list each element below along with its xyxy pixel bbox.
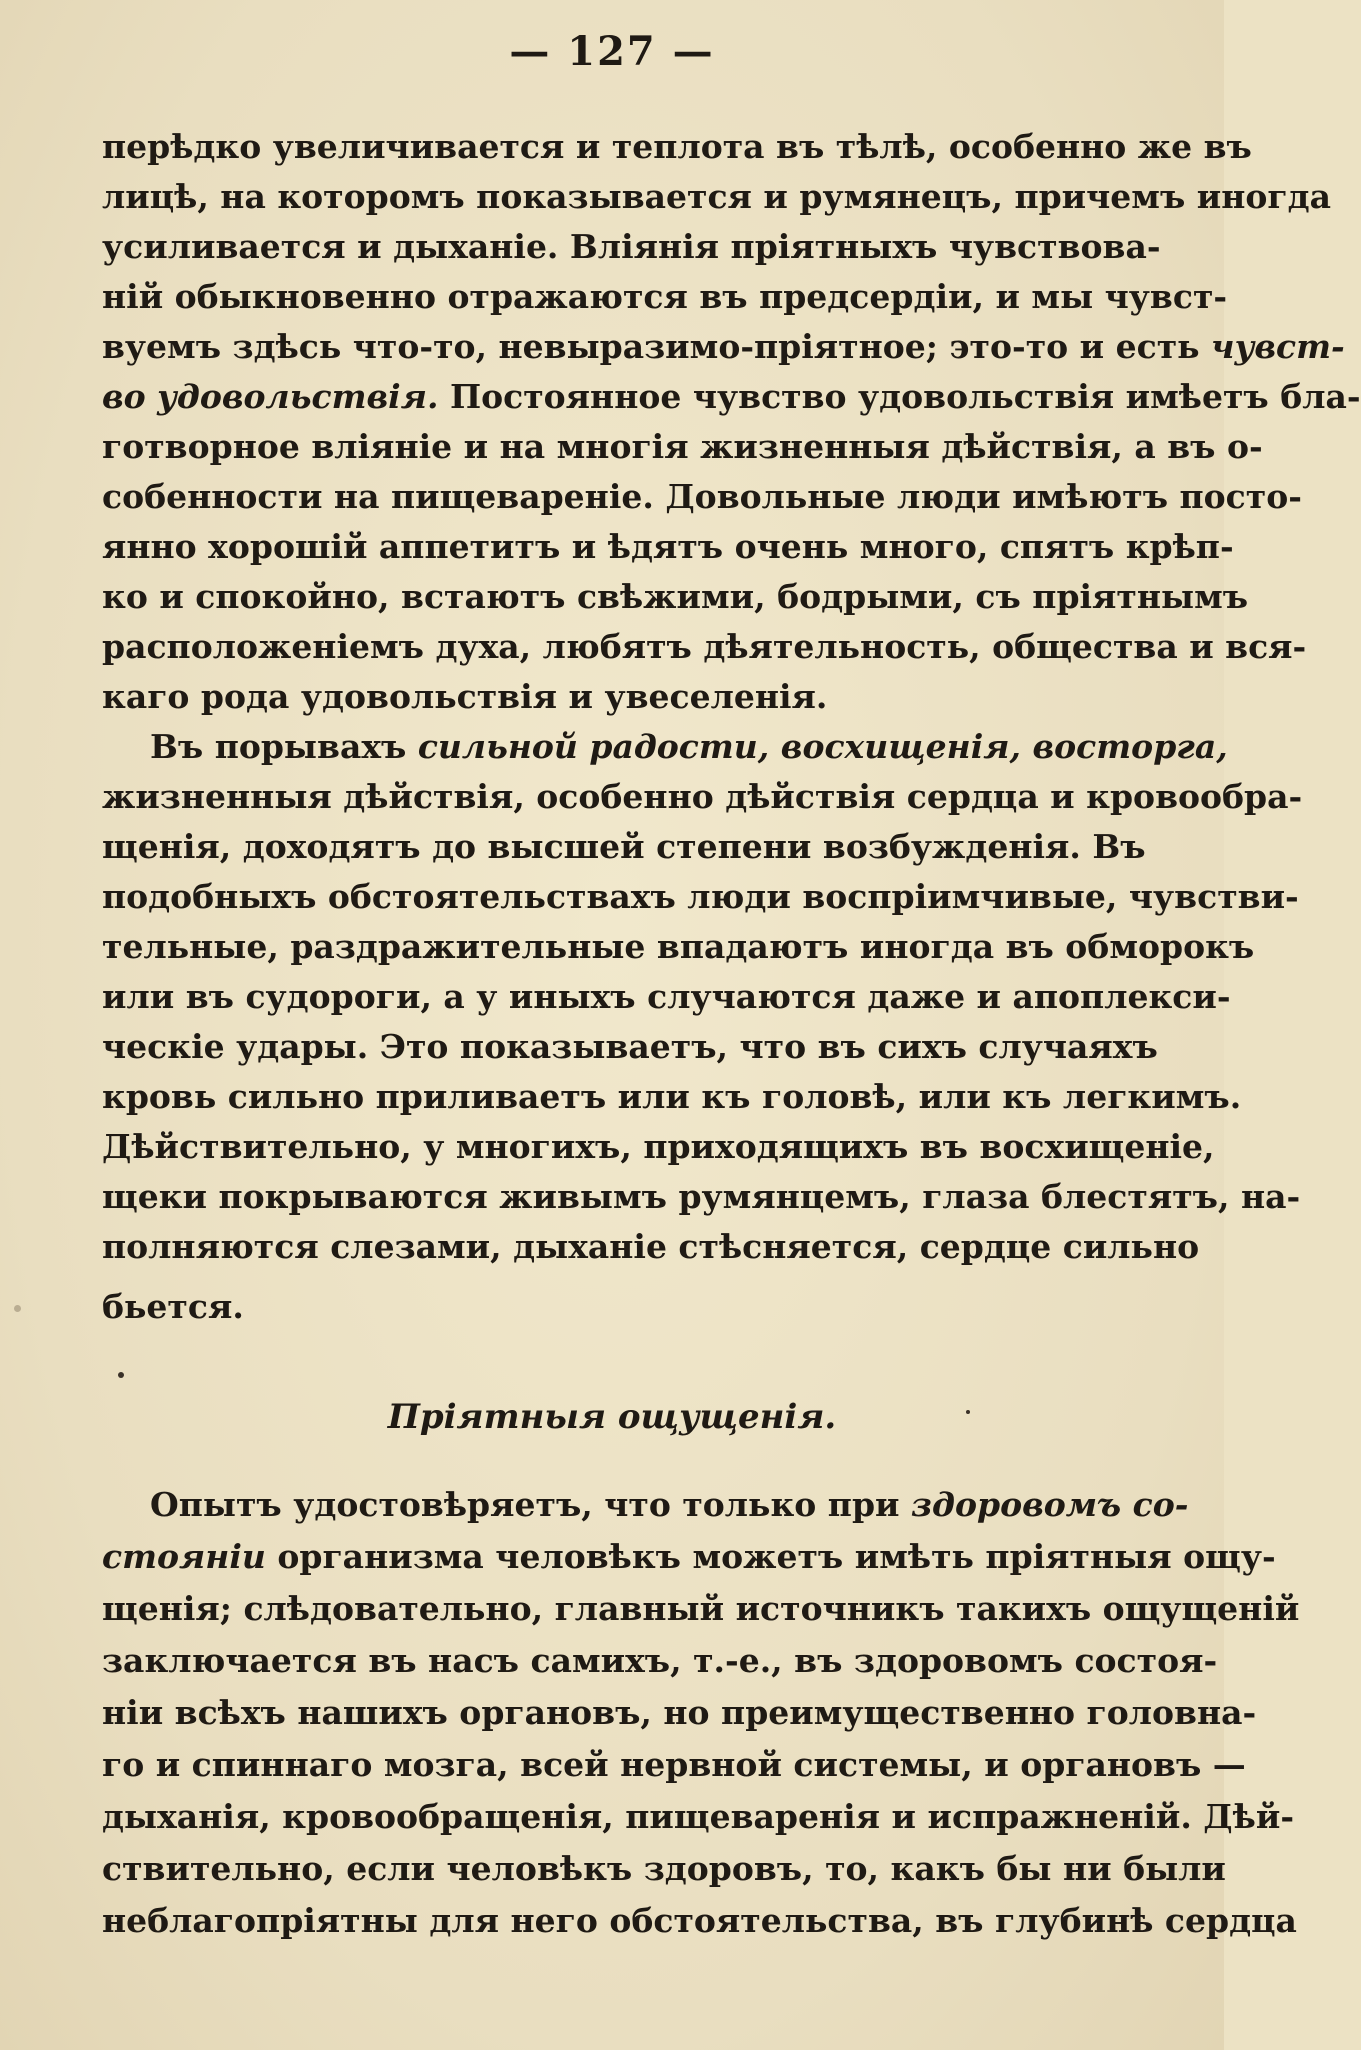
text-line: или въ судороги, а у иныхъ случаются даже и апоплекси- bbox=[102, 977, 1231, 1016]
text-span: вуемъ здѣсь что-то, невыразимо-пріятное; это-то и есть bbox=[102, 327, 1200, 366]
italic-term: во удовольствія. bbox=[102, 377, 439, 416]
text-line: собенности на пищевареніе. Довольные люди имѣютъ посто- bbox=[102, 477, 1302, 516]
italic-term: стояніи bbox=[102, 1537, 266, 1576]
page-number: — 127 — bbox=[509, 28, 715, 75]
text-line: щенія, доходятъ до высшей степени возбужденія. Въ bbox=[102, 827, 1146, 866]
text-line: щеки покрываются живымъ румянцемъ, глаза блестятъ, на- bbox=[102, 1177, 1301, 1216]
text-line: тельные, раздражительные впадаютъ иногда въ обморокъ bbox=[102, 927, 1255, 966]
text-line: подобныхъ обстоятельствахъ люди воспріимчивые, чувстви- bbox=[102, 877, 1299, 916]
text-line: ческіе удары. Это показываетъ, что въ сихъ случаяхъ bbox=[102, 1027, 1158, 1066]
text-line: готворное вліяніе и на многія жизненныя дѣйствія, а въ о- bbox=[102, 427, 1263, 466]
text-line: перѣдко увеличивается и теплота въ тѣлѣ, особенно же въ bbox=[102, 127, 1252, 166]
text-line: щенія; слѣдовательно, главный источникъ такихъ ощущеній bbox=[102, 1589, 1300, 1628]
text-line: ніи всѣхъ нашихъ органовъ, но преимущественно головна- bbox=[102, 1693, 1257, 1732]
text-line: бьется. bbox=[102, 1287, 244, 1326]
text-line: заключается въ насъ самихъ, т.-е., въ здоровомъ состоя- bbox=[102, 1641, 1218, 1680]
text-line bbox=[150, 1475, 1189, 1535]
text-line: го и спиннаго мозга, всей нервной системы, и органовъ — bbox=[102, 1745, 1246, 1784]
text-line: полняются слезами, дыханіе стѣсняется, сердце сильно bbox=[102, 1227, 1200, 1266]
text-line bbox=[102, 1527, 1276, 1587]
text-line: лицѣ, на которомъ показывается и румянецъ, причемъ иногда bbox=[102, 177, 1332, 216]
ink-speck bbox=[14, 1305, 21, 1312]
italic-term: сильной радости, восхищенія, восторга, bbox=[417, 727, 1228, 766]
text-span: Опытъ удостовѣряетъ, что только при bbox=[150, 1485, 900, 1524]
text-line: усиливается и дыханіе. Вліянія пріятныхъ чувствова- bbox=[102, 227, 1161, 266]
text-line: жизненныя дѣйствія, особенно дѣйствія сердца и кровообра- bbox=[102, 777, 1303, 816]
text-line: дыханія, кровообращенія, пищеваренія и испражненій. Дѣй- bbox=[102, 1797, 1295, 1836]
text-span: организма человѣкъ можетъ имѣть пріятныя ощу- bbox=[277, 1537, 1276, 1576]
text-line: ній обыкновенно отражаются въ предсердіи, и мы чувст- bbox=[102, 277, 1228, 316]
text-line: янно хорошій аппетитъ и ѣдятъ очень много, спятъ крѣп- bbox=[102, 527, 1234, 566]
ink-speck bbox=[966, 1410, 970, 1414]
text-span: Постоянное чувство удовольствія имѣетъ бла- bbox=[449, 377, 1361, 416]
ink-speck bbox=[118, 1372, 124, 1378]
text-line: неблагопріятны для него обстоятельства, въ глубинѣ сердца bbox=[102, 1901, 1297, 1940]
text-line: Дѣйствительно, у многихъ, приходящихъ въ восхищеніе, bbox=[102, 1127, 1215, 1166]
section-heading: Пріятныя ощущенія. bbox=[387, 1397, 837, 1437]
text-line: ко и спокойно, встаютъ свѣжими, бодрыми, съ пріятнымъ bbox=[102, 577, 1249, 616]
text-line: каго рода удовольствія и увеселенія. bbox=[102, 677, 828, 716]
text-line: ствительно, если человѣкъ здоровъ, то, какъ бы ни были bbox=[102, 1849, 1226, 1888]
text-span: Въ порывахъ bbox=[150, 727, 407, 766]
italic-term: здоровомъ со- bbox=[911, 1485, 1189, 1524]
italic-term: чувст- bbox=[1211, 327, 1345, 366]
text-line: расположеніемъ духа, любятъ дѣятельность, общества и вся- bbox=[102, 627, 1307, 666]
text-line: кровь сильно приливаетъ или къ головѣ, или къ легкимъ. bbox=[102, 1077, 1242, 1116]
